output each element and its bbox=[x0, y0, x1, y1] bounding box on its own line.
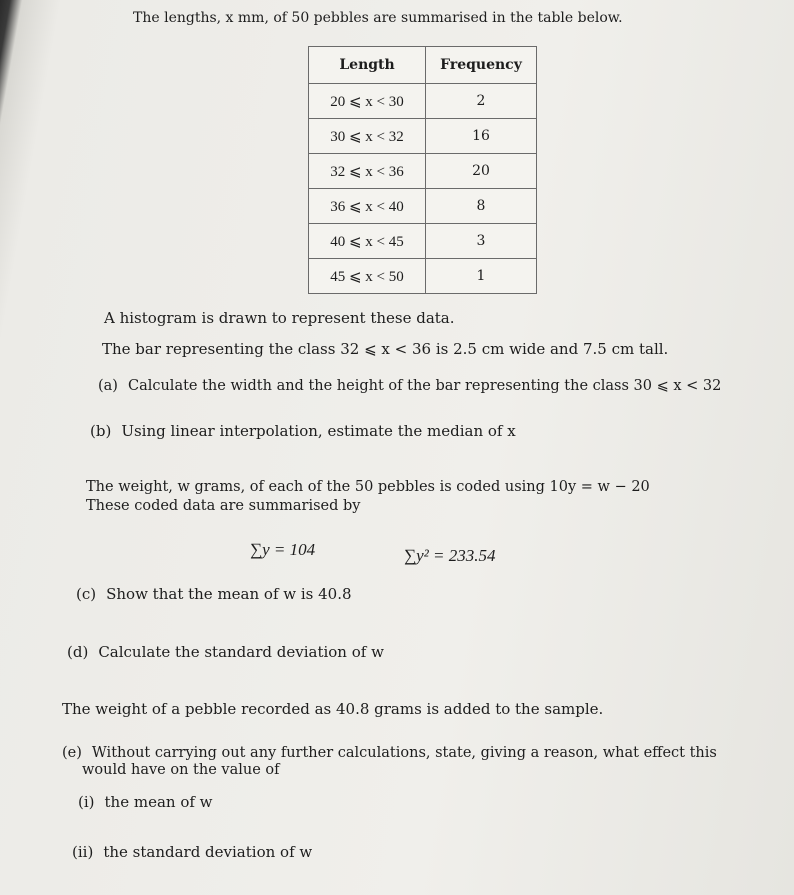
table-row bbox=[309, 189, 537, 224]
question-part-a bbox=[98, 378, 721, 394]
part-label: (c) bbox=[76, 585, 97, 603]
frequency-table bbox=[308, 46, 537, 294]
part-text: the standard deviation of w bbox=[103, 843, 313, 861]
frequency-cell: 16 bbox=[426, 119, 537, 154]
frequency-cell: 20 bbox=[426, 154, 537, 189]
table-row bbox=[309, 224, 537, 259]
question-part-e-ii bbox=[72, 843, 312, 861]
length-cell: 36 ⩽ x < 40 bbox=[309, 189, 426, 224]
question-part-b bbox=[90, 422, 516, 440]
question-part-e-cont: would have on the value of bbox=[82, 762, 280, 778]
table-row bbox=[309, 154, 537, 189]
length-cell: 45 ⩽ x < 50 bbox=[309, 259, 426, 294]
length-cell: 40 ⩽ x < 45 bbox=[309, 224, 426, 259]
question-part-e bbox=[62, 745, 717, 761]
coding-text-2: These coded data are summarised by bbox=[86, 498, 361, 514]
table-header-row bbox=[309, 47, 537, 84]
table-header: Frequency bbox=[426, 47, 537, 84]
added-pebble-text: The weight of a pebble recorded as 40.8 grams is added to the sample. bbox=[62, 700, 604, 718]
part-text: Without carrying out any further calculations, state, giving a reason, what effect this bbox=[91, 745, 717, 761]
histogram-text: A histogram is drawn to represent these data. bbox=[104, 309, 455, 327]
bar-text: The bar representing the class 32 ⩽ x < 36 is 2.5 cm wide and 7.5 cm tall. bbox=[102, 340, 669, 358]
table-row bbox=[309, 119, 537, 154]
frequency-cell: 1 bbox=[426, 259, 537, 294]
coding-text: The weight, w grams, of each of the 50 pebbles is coded using 10y = w − 20 bbox=[86, 479, 650, 495]
length-cell: 32 ⩽ x < 36 bbox=[309, 154, 426, 189]
part-text: Using linear interpolation, estimate the median of x bbox=[121, 422, 516, 440]
sum-y: ∑y = 104 bbox=[250, 540, 316, 559]
part-label: (e) bbox=[62, 745, 82, 761]
part-text: Show that the mean of w is 40.8 bbox=[106, 585, 352, 603]
part-label: (ii) bbox=[72, 843, 94, 861]
table-header: Length bbox=[309, 47, 426, 84]
question-part-c bbox=[76, 585, 352, 603]
frequency-cell: 8 bbox=[426, 189, 537, 224]
part-text: Calculate the width and the height of the bar representing the class 30 ⩽ x < 32 bbox=[127, 378, 722, 394]
question-part-d bbox=[67, 643, 384, 661]
sum-y-squared: ∑y² = 233.54 bbox=[404, 546, 496, 565]
part-label: (b) bbox=[90, 422, 112, 440]
part-text: the mean of w bbox=[104, 793, 213, 811]
part-label: (i) bbox=[78, 793, 95, 811]
part-label: (d) bbox=[67, 643, 89, 661]
table-row bbox=[309, 259, 537, 294]
length-cell: 20 ⩽ x < 30 bbox=[309, 84, 426, 119]
intro-text: The lengths, x mm, of 50 pebbles are summarised in the table below. bbox=[133, 10, 623, 26]
frequency-cell: 3 bbox=[426, 224, 537, 259]
question-part-e-i bbox=[78, 793, 213, 811]
length-cell: 30 ⩽ x < 32 bbox=[309, 119, 426, 154]
part-label: (a) bbox=[98, 378, 118, 394]
table-row bbox=[309, 84, 537, 119]
part-text: Calculate the standard deviation of w bbox=[98, 643, 384, 661]
frequency-cell: 2 bbox=[426, 84, 537, 119]
